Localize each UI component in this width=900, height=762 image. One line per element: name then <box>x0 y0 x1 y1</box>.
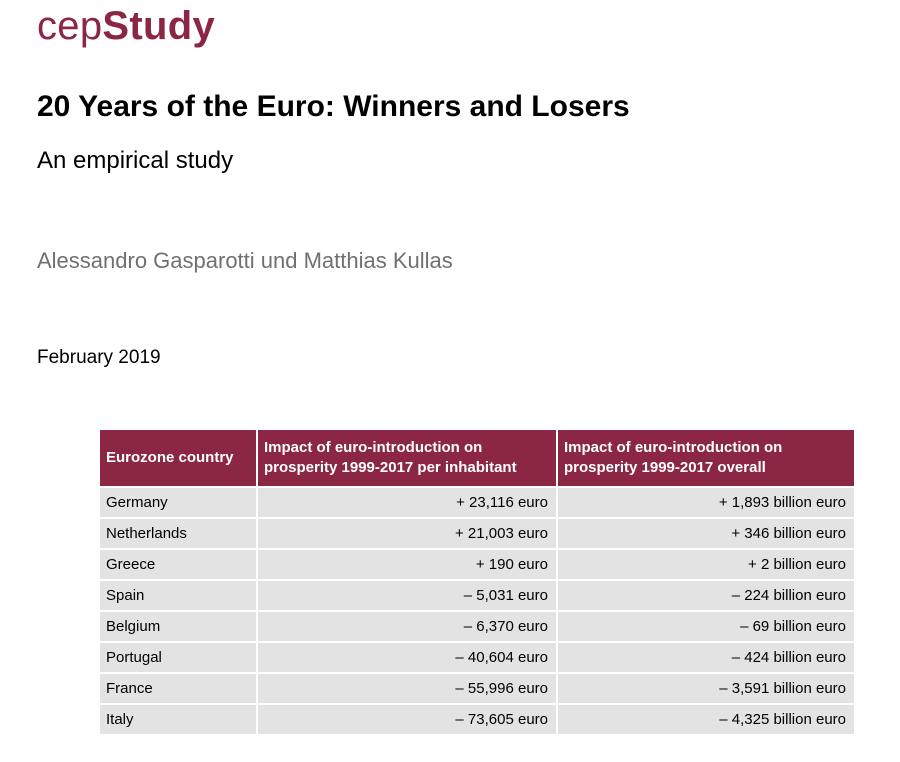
column-header-overall: Impact of euro-introduction on prosperity 1999-2017 overall <box>557 429 855 487</box>
table-row <box>99 580 855 611</box>
per-inhabitant-cell: – 73,605 euro <box>257 704 557 735</box>
per-inhabitant-cell: – 40,604 euro <box>257 642 557 673</box>
table-row <box>99 611 855 642</box>
country-cell: Portugal <box>99 642 257 673</box>
table-row <box>99 518 855 549</box>
overall-cell: + 2 billion euro <box>557 549 855 580</box>
column-header-per-inhabitant: Impact of euro-introduction on prosperity 1999-2017 per inhabitant <box>257 429 557 487</box>
overall-cell: – 69 billion euro <box>557 611 855 642</box>
overall-cell: + 1,893 billion euro <box>557 487 855 518</box>
country-cell: France <box>99 673 257 704</box>
logo-prefix: cep <box>37 4 103 48</box>
country-cell: Germany <box>99 487 257 518</box>
cep-study-logo <box>37 2 215 50</box>
country-cell: Spain <box>99 580 257 611</box>
euro-impact-table <box>98 428 856 736</box>
document-date: February 2019 <box>37 347 161 368</box>
overall-cell: – 224 billion euro <box>557 580 855 611</box>
per-inhabitant-cell: + 23,116 euro <box>257 487 557 518</box>
column-header-country: Eurozone country <box>99 429 257 487</box>
document-authors: Alessandro Gasparotti und Matthias Kullas <box>37 248 453 273</box>
table-header-row <box>99 429 855 487</box>
overall-cell: – 3,591 billion euro <box>557 673 855 704</box>
overall-cell: – 424 billion euro <box>557 642 855 673</box>
table-row <box>99 487 855 518</box>
country-cell: Belgium <box>99 611 257 642</box>
table-row <box>99 673 855 704</box>
per-inhabitant-cell: – 6,370 euro <box>257 611 557 642</box>
table-row <box>99 642 855 673</box>
document-subtitle: An empirical study <box>37 147 234 174</box>
logo-suffix: Study <box>102 4 216 48</box>
document-title: 20 Years of the Euro: Winners and Losers <box>37 90 630 123</box>
per-inhabitant-cell: + 21,003 euro <box>257 518 557 549</box>
overall-cell: – 4,325 billion euro <box>557 704 855 735</box>
country-cell: Italy <box>99 704 257 735</box>
per-inhabitant-cell: – 5,031 euro <box>257 580 557 611</box>
per-inhabitant-cell: – 55,996 euro <box>257 673 557 704</box>
country-cell: Greece <box>99 549 257 580</box>
per-inhabitant-cell: + 190 euro <box>257 549 557 580</box>
overall-cell: + 346 billion euro <box>557 518 855 549</box>
country-cell: Netherlands <box>99 518 257 549</box>
table-row <box>99 704 855 735</box>
table-row <box>99 549 855 580</box>
